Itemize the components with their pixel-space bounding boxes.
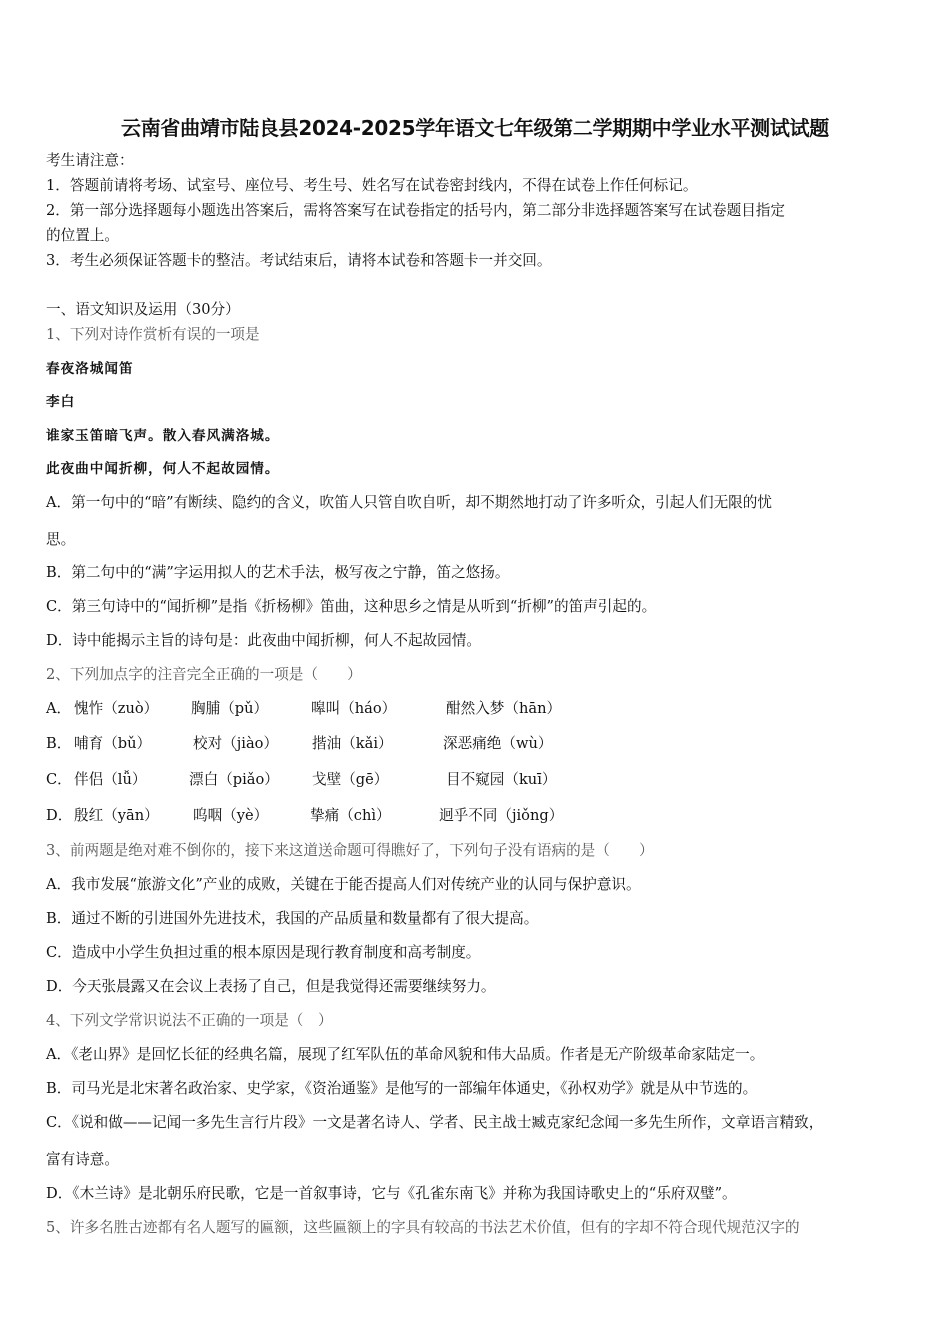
- page-title: 云南省曲靖市陆良县2024-2025学年语文七年级第二学期期中学业水平测试试题: [121, 116, 829, 140]
- q4-option-b: B．司马光是北宋著名政治家、史学家，《资治通鉴》是他写的一部编年体通史，《孙权劝学》就是从中节选的。: [46, 1080, 758, 1097]
- q1-option-a: A．第一句中的“暗”有断续、隐约的含义，吹笛人只管自吹自听，却不期然地打动了许多听众，引起人们无限的忧: [46, 494, 772, 511]
- q2-pinyin-item: 漂白（piǎo）: [189, 771, 279, 788]
- poem-line: 此夜曲中闻折柳，何人不起故园情。: [46, 461, 280, 477]
- q2-option-label: D．: [46, 807, 73, 824]
- q2-option-label: A．: [46, 700, 72, 717]
- q1-option-c: C．第三句诗中的“闻折柳”是指《折杨柳》笛曲，这种思乡之情是从听到“折柳”的笛声引起的。: [46, 598, 657, 615]
- notice-heading: 考生请注意：: [46, 152, 134, 169]
- q2-pinyin-item: 深恶痛绝（wù）: [443, 735, 553, 752]
- q2-pinyin-item: 戈壁（gē）: [312, 771, 389, 788]
- q2-pinyin-item: 揩油（kǎi）: [312, 735, 393, 752]
- q2-pinyin-item: 迥乎不同（jiǒng）: [439, 807, 564, 824]
- q3-option-c: C．造成中小学生负担过重的根本原因是现行教育制度和高考制度。: [46, 944, 481, 961]
- question-5-stem: 5、许多名胜古迹都有名人题写的匾额，这些匾额上的字具有较高的书法艺术价值，但有的字却不符合现代规范汉字的: [46, 1219, 800, 1236]
- q2-pinyin-item: 呜咽（yè）: [193, 807, 269, 824]
- poem-line: 谁家玉笛暗飞声。散入春风满洛城。: [46, 428, 280, 444]
- question-1-stem: 1、下列对诗作赏析有误的一项是: [46, 326, 260, 343]
- q2-pinyin-item: 愧怍（zuò）: [74, 700, 159, 717]
- notice-item: 3．考生必须保证答题卡的整洁。考试结束后，请将本试卷和答题卡一并交回。: [46, 252, 552, 269]
- question-4-stem: 4、下列文学常识说法不正确的一项是（ ）: [46, 1012, 333, 1029]
- question-3-stem: 3、前两题是绝对难不倒你的，接下来这道送命题可得瞧好了，下列句子没有语病的是（ ）: [46, 842, 654, 859]
- q1-option-b: B．第二句中的“满”字运用拟人的艺术手法，极写夜之宁静，笛之悠扬。: [46, 564, 510, 581]
- q4-option-a: A．《老山界》是回忆长征的经典名篇，展现了红军队伍的革命风貌和伟大品质。作者是无产阶级革命家陆定一。: [46, 1046, 765, 1063]
- poem-title: 春夜洛城闻笛: [46, 361, 134, 377]
- question-2-stem: 2、下列加点字的注音完全正确的一项是（ ）: [46, 666, 362, 683]
- q2-option-label: C．: [46, 771, 72, 788]
- q2-pinyin-item: 目不窥园（kuī）: [446, 771, 557, 788]
- notice-item: 的位置上。: [46, 227, 119, 244]
- q2-option-label: B．: [46, 735, 72, 752]
- q1-option-a-cont: 思。: [46, 531, 76, 548]
- q1-option-d: D．诗中能揭示主旨的诗句是：此夜曲中闻折柳，何人不起故园情。: [46, 632, 481, 649]
- section-heading: 一、语文知识及运用（30分）: [46, 301, 240, 318]
- poem-author: 李白: [46, 394, 76, 410]
- q2-pinyin-item: 殷红（yān）: [74, 807, 159, 824]
- q3-option-a: A．我市发展“旅游文化”产业的成败，关键在于能否提高人们对传统产业的认同与保护意识。: [46, 876, 641, 893]
- q2-pinyin-item: 酣然入梦（hān）: [446, 700, 562, 717]
- notice-item: 2．第一部分选择题每小题选出答案后，需将答案写在试卷指定的括号内，第二部分非选择题答案写在试卷题目指定: [46, 202, 785, 219]
- q4-option-d: D．《木兰诗》是北朝乐府民歌，它是一首叙事诗，它与《孔雀东南飞》并称为我国诗歌史上的“乐府双璧”。: [46, 1185, 737, 1202]
- q2-pinyin-item: 挚痛（chì）: [310, 807, 391, 824]
- q2-pinyin-item: 胸脯（pǔ）: [191, 700, 269, 717]
- q3-option-d: D．今天张晨露又在会议上表扬了自己，但是我觉得还需要继续努力。: [46, 978, 496, 995]
- q2-pinyin-item: 哺育（bǔ）: [74, 735, 152, 752]
- q2-pinyin-item: 嗥叫（háo）: [311, 700, 397, 717]
- q4-option-c-cont: 富有诗意。: [46, 1151, 119, 1168]
- notice-item: 1．答题前请将考场、试室号、座位号、考生号、姓名写在试卷密封线内，不得在试卷上作任何标记。: [46, 177, 698, 194]
- q3-option-b: B．通过不断的引进国外先进技术，我国的产品质量和数量都有了很大提高。: [46, 910, 539, 927]
- q4-option-c: C．《说和做——记闻一多先生言行片段》一文是著名诗人、学者、民主战士臧克家纪念闻一多先生所作，文章语言精致，: [46, 1114, 824, 1131]
- q2-pinyin-item: 伴侣（lǚ）: [74, 771, 147, 788]
- q2-pinyin-item: 校对（jiào）: [193, 735, 279, 752]
